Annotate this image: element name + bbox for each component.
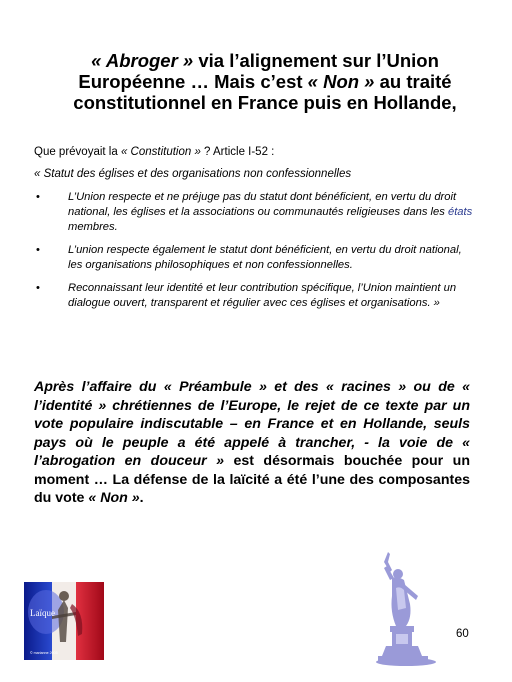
question-constitution: « Constitution » bbox=[120, 146, 201, 158]
slide-title bbox=[40, 50, 490, 113]
bullet-item bbox=[34, 190, 474, 235]
question-prefix: Que prévoyait la bbox=[34, 146, 121, 158]
title-non: « Non » bbox=[307, 71, 375, 92]
bullet-dot: • bbox=[36, 191, 40, 203]
bullet-text: Reconnaissant leur identité et leur contribution spécifique, l’Union maintient un dialogue ouvert, transparent et régulier avec ces églises et organisations. » bbox=[68, 282, 457, 309]
title-text-1: via l’alignement sur l’Union Européenne … Mais c’est bbox=[78, 50, 439, 92]
bullet-text-end: membres. bbox=[68, 221, 118, 233]
paragraph-non: « Non » bbox=[88, 490, 140, 506]
page-number: 60 bbox=[456, 628, 469, 640]
question-suffix: ? Article I-52 : bbox=[200, 146, 275, 158]
bullet-text: L’union respecte également le statut dont bénéficient, en vertu du droit national, les organisations philosophiques et non confessionnelles. bbox=[68, 244, 462, 271]
bullet-highlight-etats: états bbox=[447, 206, 473, 218]
paragraph-end: . bbox=[139, 490, 144, 506]
title-abroger: « Abroger » bbox=[91, 50, 194, 71]
bullet-item bbox=[34, 243, 474, 273]
bullet-text: L’Union respecte et ne préjuge pas du statut dont bénéficient, en vertu du droit national, les églises et la associations ou communautés religieuses dans les bbox=[68, 191, 457, 218]
bullet-dot: • bbox=[36, 244, 40, 256]
main-paragraph bbox=[34, 378, 470, 508]
title-text-2: au traité constitutionnel en France puis en Hollande, bbox=[73, 71, 457, 113]
bullet-dot: • bbox=[36, 282, 40, 294]
logo-laique-text: Laïque bbox=[30, 608, 55, 618]
article-question bbox=[34, 146, 274, 158]
quote-intro: « Statut des églises et des organisations non confessionnelles bbox=[34, 168, 352, 180]
article-bullet-list bbox=[34, 190, 474, 319]
paragraph-part-1: Après l’affaire du « Préambule » et des « racines » ou de « l’identité » chrétiennes de l’Europe, le rejet de ce texte par un vote populaire indiscutable – en France et en Hollande, seuls pays où le peuple a été appelé à trancher, - la voie de « l’abrogation en douceur » bbox=[34, 379, 470, 469]
bullet-item bbox=[34, 281, 474, 311]
laique-logo-image bbox=[24, 582, 104, 660]
logo-caption: © marianne 2005 bbox=[30, 651, 58, 655]
marianne-statue-image bbox=[376, 548, 438, 668]
laique-logo bbox=[24, 582, 104, 660]
paragraph-part-2: est désormais bouchée pour un moment … La défense de la laïcité a été l’une des composantes du vote bbox=[34, 453, 470, 506]
